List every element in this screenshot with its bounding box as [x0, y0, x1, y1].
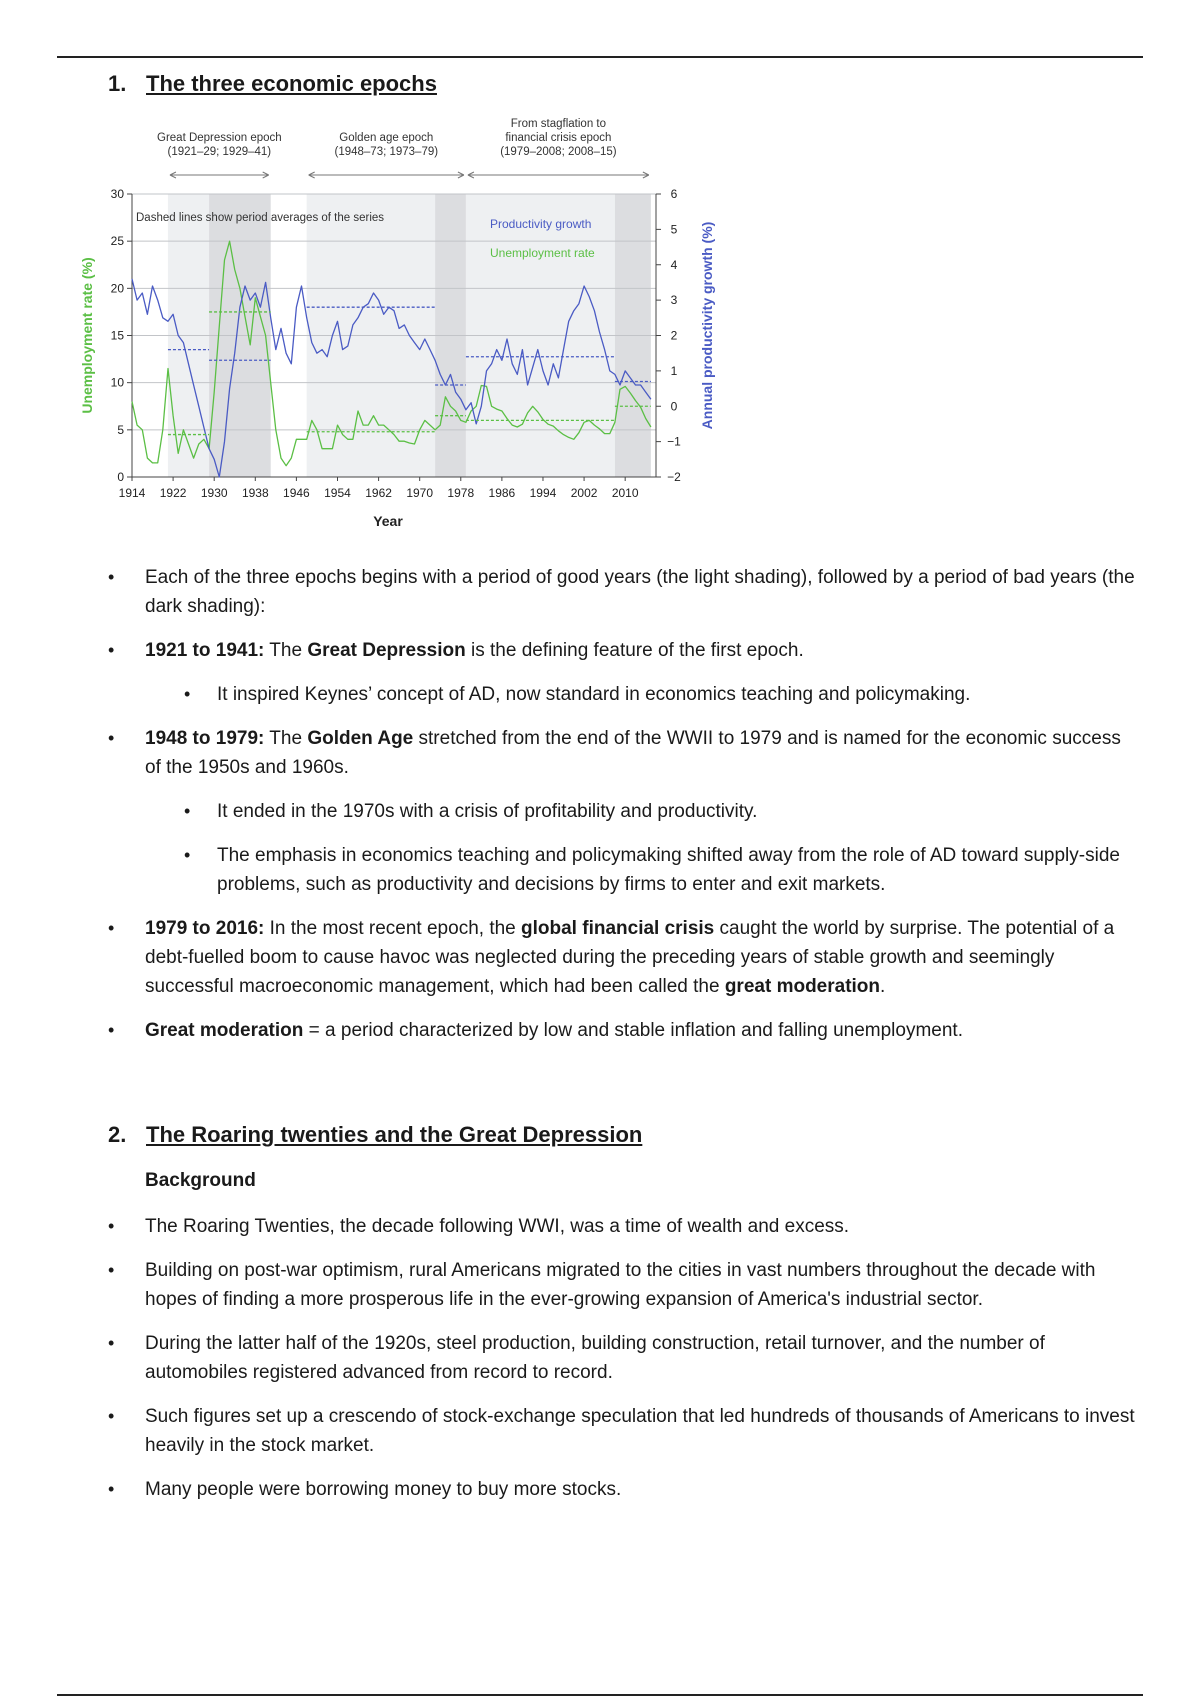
x-tick-label: 1962 [365, 486, 392, 500]
bullet-text-part: 1921 to 1941: [145, 640, 265, 661]
section2-bullet-4 [108, 1475, 1138, 1504]
x-tick-label: 1922 [159, 486, 187, 500]
x-tick-label: 2002 [570, 486, 598, 500]
x-tick-label: 1970 [406, 486, 434, 500]
y-axis-right-label: Annual productivity growth (%) [699, 221, 715, 430]
legend-unemployment: Unemployment rate [490, 246, 595, 260]
bullet-text-part: The [264, 728, 308, 749]
epoch-label: financial crisis epoch [505, 132, 612, 144]
bullet-text-part: Great Depression [307, 640, 466, 661]
section-2-number: 2. [108, 1122, 127, 1147]
y-axis-left-label: Unemployment rate (%) [79, 257, 95, 414]
section-2-title: The Roaring twenties and the Great Depression [146, 1122, 643, 1147]
bullet-text-part: 1948 to 1979: [145, 728, 265, 749]
section-2-subheading: Background [145, 1170, 256, 1191]
y-right-tick-label: 6 [670, 187, 678, 201]
y-right-tick-label: 1 [670, 363, 678, 378]
bullet-text-part: great moderation [724, 976, 881, 997]
y-left-tick-label: 0 [117, 470, 124, 484]
section1-bullet-5 [108, 841, 1138, 899]
section2-bullet-0 [108, 1212, 1138, 1241]
epochs-chart-svg [70, 113, 790, 543]
bullet-text-part: It ended in the 1970s with a crisis of profitability and productivity. [217, 801, 758, 822]
section-1-heading [108, 70, 1138, 99]
bullet-text-part: The [264, 640, 308, 661]
x-tick-label: 1914 [118, 486, 146, 500]
epoch-label: Great Depression epoch [157, 132, 282, 144]
section1-bullet-7 [108, 1016, 1138, 1045]
y-left-tick-label: 20 [110, 281, 124, 296]
section1-bullet-1 [108, 636, 1138, 665]
section-1-number: 1. [108, 71, 127, 96]
section1-bullet-3 [108, 724, 1138, 782]
bullet-text-part: The Roaring Twenties, the decade following WWI, was a time of wealth and excess. [145, 1216, 850, 1237]
epoch-label: (1979–2008; 2008–15) [500, 146, 617, 158]
bullet-text-part: Many people were borrowing money to buy more stocks. [145, 1479, 622, 1500]
bullet-text-part: caught the world by surprise. The potential of a debt-fuelled boom to cause havoc was neglected during the preceding years of stable growth and seemingly successful macroeconomic management, which had been called the [145, 918, 1115, 997]
x-tick-label: 1978 [447, 486, 475, 500]
top-rule [57, 56, 1143, 58]
section-2-bullets [108, 1212, 1138, 1519]
section-1-bullets [108, 563, 1138, 1060]
chart-note: Dashed lines show period averages of the series [136, 212, 385, 224]
bullet-text-part: = a period characterized by low and stable inflation and falling unemployment. [303, 1020, 963, 1041]
section2-bullet-1 [108, 1256, 1138, 1314]
y-right-tick-label: 4 [670, 257, 678, 272]
y-right-tick-label: −2 [667, 470, 681, 484]
bullet-text-part: stretched from the end of the WWII to 1979 and is named for the economic success of the 1950s and 1960s. [145, 728, 1121, 778]
y-left-tick-label: 5 [117, 422, 124, 437]
x-tick-label: 1946 [283, 486, 310, 500]
section2-bullet-3 [108, 1402, 1138, 1460]
epoch-label: From stagflation to [510, 118, 607, 130]
bullet-text-part: During the latter half of the 1920s, steel production, building construction, retail turnover, and the number of automobiles registered advanced from record to record. [145, 1333, 1045, 1383]
section1-bullet-0 [108, 563, 1138, 621]
bullet-text-part: . [880, 976, 886, 997]
section-1-header [108, 70, 1138, 99]
y-left-tick-label: 30 [110, 187, 124, 201]
y-right-tick-label: 3 [670, 293, 678, 308]
bullet-text-part: global financial crisis [521, 918, 715, 939]
epochs-chart [70, 113, 790, 543]
x-tick-label: 1986 [488, 486, 516, 500]
x-tick-label: 1954 [324, 486, 351, 500]
y-right-tick-label: −1 [667, 434, 681, 449]
bullet-text-part: It inspired Keynes’ concept of AD, now standard in economics teaching and policymaking. [217, 684, 971, 705]
y-left-tick-label: 25 [110, 234, 124, 249]
section1-bullet-4 [108, 797, 1138, 826]
legend-productivity: Productivity growth [490, 217, 592, 231]
bullet-text-part: Building on post-war optimism, rural Americans migrated to the cities in vast numbers throughout the decade with hopes of finding a more prosperous life in the ever-growing expansion of America's industrial sector. [145, 1260, 1096, 1310]
x-tick-label: 2010 [611, 486, 639, 500]
bullet-text-part: Great moderation [145, 1020, 304, 1041]
section1-bullet-2 [108, 680, 1138, 709]
x-axis-label: Year [373, 513, 403, 529]
epoch-label: (1921–29; 1929–41) [167, 146, 272, 158]
section-2-heading [108, 1121, 1138, 1150]
bullet-text-part: Each of the three epochs begins with a period of good years (the light shading), followed by a period of bad years (the dark shading): [145, 567, 1135, 617]
bullet-text-part: Golden Age [307, 728, 414, 749]
y-left-tick-label: 10 [110, 375, 124, 390]
y-right-tick-label: 5 [670, 222, 678, 237]
section2-bullet-2 [108, 1329, 1138, 1387]
x-tick-label: 1930 [200, 486, 228, 500]
x-tick-label: 1938 [241, 486, 269, 500]
section-2-header [108, 1121, 1138, 1150]
bullet-text-part: 1979 to 2016: [145, 918, 265, 939]
x-tick-label: 1994 [529, 486, 557, 500]
bullet-text-part: In the most recent epoch, the [264, 918, 522, 939]
epoch-label: Golden age epoch [339, 132, 434, 144]
section1-bullet-6 [108, 914, 1138, 1001]
y-right-tick-label: 0 [670, 399, 678, 414]
bullet-text-part: The emphasis in economics teaching and policymaking shifted away from the role of AD toward supply-side problems, such as productivity and decisions by firms to enter and exit markets. [217, 845, 1120, 895]
y-right-tick-label: 2 [670, 328, 678, 343]
bullet-text-part: Such figures set up a crescendo of stock-exchange speculation that led hundreds of thousands of Americans to invest heavily in the stock market. [145, 1406, 1135, 1456]
section-1-title: The three economic epochs [146, 71, 437, 96]
bullet-text-part: is the defining feature of the first epoch. [465, 640, 804, 661]
y-left-tick-label: 15 [110, 328, 124, 343]
epoch-label: (1948–73; 1973–79) [334, 146, 439, 158]
bottom-rule [57, 1694, 1143, 1696]
